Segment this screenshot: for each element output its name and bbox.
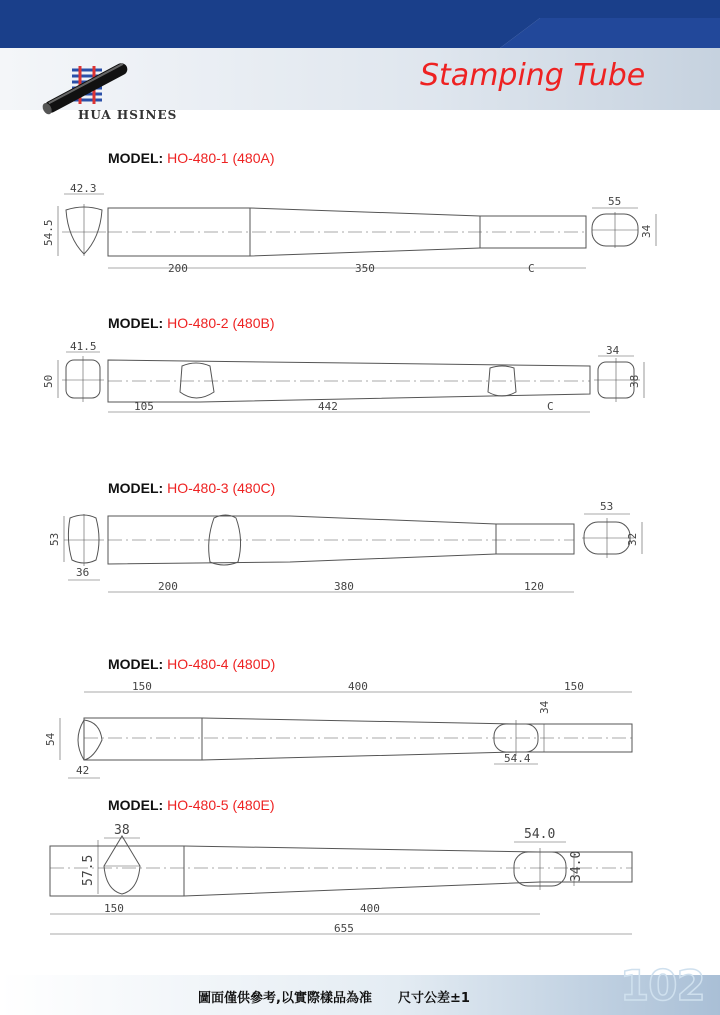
dim-label: 380 [334,580,354,593]
dim-label: 54.5 [42,219,55,246]
dim-label: 53 [48,532,61,546]
drawing-model-5 [50,823,632,935]
dim-label: 42 [76,764,90,777]
model-prefix: MODEL: [108,480,164,496]
model-prefix: MODEL: [108,315,164,331]
dim-label: 36 [76,566,90,579]
dim-label: 41.5 [70,340,97,353]
tube-body [108,208,586,256]
cross-section-left [104,836,140,894]
drawing-model-1 [42,182,656,275]
cross-section-left [78,720,102,760]
dim-label: 54 [44,732,57,746]
dim-label: 120 [524,580,544,593]
footer-note: 圖面僅供參考,以實際樣品為准 尺寸公差±1 [198,991,470,1006]
dim-label: C [528,262,535,275]
tube-body [84,718,632,760]
model-prefix: MODEL: [108,656,164,672]
model-code: HO-480-4 (480D) [167,656,276,672]
dim-label: 54.0 [524,827,556,842]
model-code: HO-480-2 (480B) [167,315,275,331]
drawing-model-4 [44,680,632,778]
model-code: HO-480-1 (480A) [167,150,275,166]
brand-name: HUA HSINES [78,108,178,122]
dim-label: 38 [114,823,130,838]
dim-label: 42.3 [70,182,97,195]
model-prefix: MODEL: [108,150,164,166]
dim-label: 150 [104,902,124,915]
drawing-model-3 [48,500,642,593]
dim-label: 32 [626,532,639,546]
dim-label: 200 [158,580,178,593]
dim-label: 150 [564,680,584,693]
dim-label: 57.5 [81,854,96,886]
dim-label: 34 [538,700,551,714]
dim-label: 150 [132,680,152,693]
dim-label: 400 [360,902,380,915]
dim-label: 54.4 [504,752,531,765]
dim-label: 105 [134,400,154,413]
dim-label: 34 [606,344,620,357]
tube-section-marker [180,363,214,398]
dim-label: 655 [334,922,354,935]
dim-label: 55 [608,195,622,208]
dim-label: 34 [640,224,653,238]
dim-label: 350 [355,262,375,275]
page-number: 102 [620,961,705,1010]
tube-body [50,846,632,896]
dim-label: C [547,400,554,413]
page-title: Stamping Tube [420,58,646,93]
dim-label: 200 [168,262,188,275]
model-code: HO-480-5 (480E) [167,797,275,813]
dim-label: 442 [318,400,338,413]
dim-label: 400 [348,680,368,693]
model-prefix: MODEL: [108,797,164,813]
drawing-model-2 [42,340,644,413]
model-code: HO-480-3 (480C) [167,480,276,496]
dim-label: 53 [600,500,614,513]
dim-label: 38 [628,374,641,388]
dim-label: 34.0 [569,850,584,882]
dim-label: 50 [42,374,55,388]
